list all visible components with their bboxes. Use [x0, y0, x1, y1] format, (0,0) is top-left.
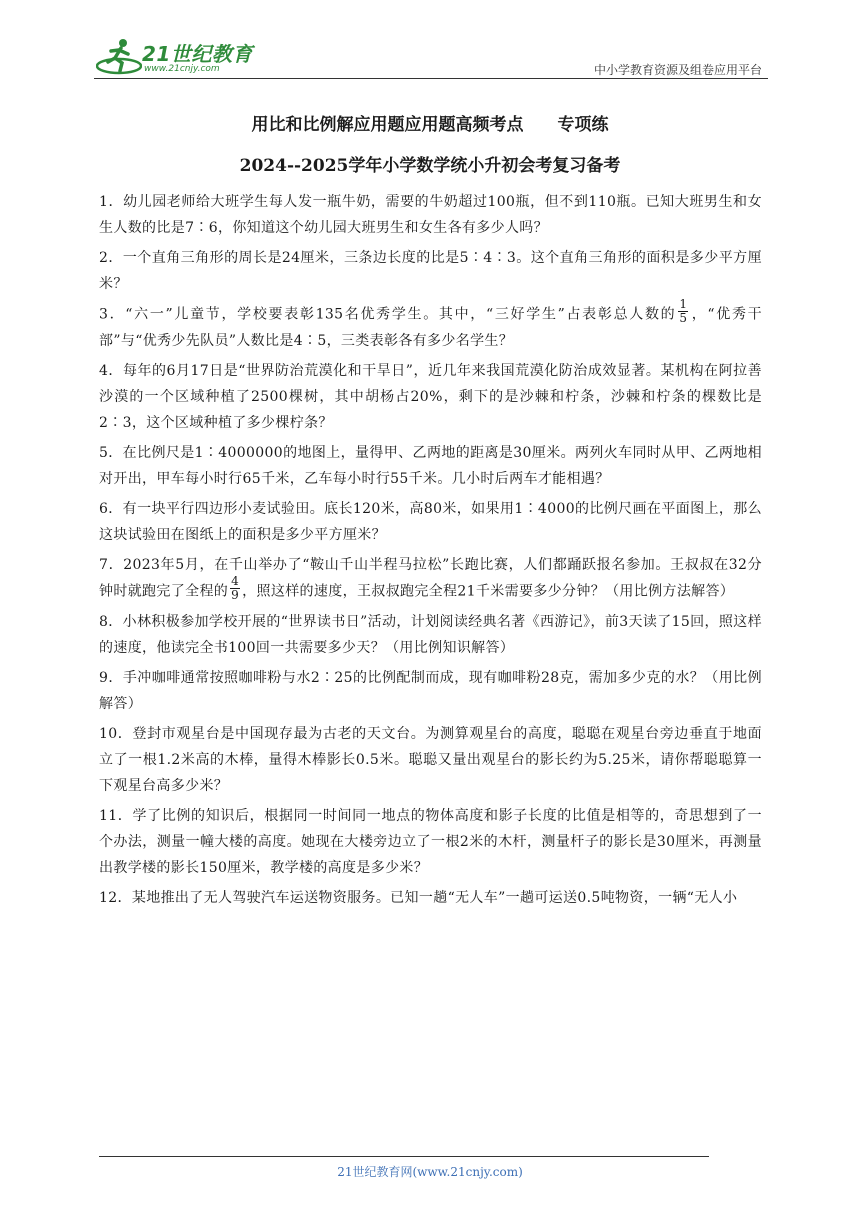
runner-logo-icon [96, 36, 142, 76]
question-5: 5．在比例尺是1∶4000000的地图上，量得甲、乙两地的距离是30厘米。两列火车同时从甲、乙两地相对开出，甲车每小时行65千米，乙车每小时行55千米。几小时后两车才能相遇？ [99, 445, 762, 487]
question-12: 12．某地推出了无人驾驶汽车运送物资服务。已知一趟“无人车”一趟可运送0.5吨物资，一辆“无人小 [99, 890, 738, 906]
page-header [92, 34, 772, 82]
question-6: 6．有一块平行四边形小麦试验田。底长120米，高80米，如果用1∶4000的比例尺画在平面图上，那么这块试验田在图纸上的面积是多少平方厘米？ [99, 501, 762, 543]
fraction-one-fifth [678, 298, 688, 325]
question-11: 11．学了比例的知识后，根据同一时间同一地点的物体高度和影子长度的比值是相等的，奇思想到了一个办法，测量一幢大楼的高度。她现在大楼旁边立了一根2米的木杆，测量杆子的影长是30厘米，再测量出教学楼的影长150厘米，教学楼的高度是多少米？ [99, 808, 762, 876]
header-divider [94, 78, 768, 79]
question-9: 9．手冲咖啡通常按照咖啡粉与水2∶25的比例配制而成，现有咖啡粉28克，需加多少克的水？（用比例解答） [99, 670, 762, 712]
logo-brand-text: 21世纪教育 [142, 42, 253, 66]
fraction-denominator: 5 [679, 311, 688, 325]
question-8: 8．小林积极参加学校开展的“世界读书日”活动，计划阅读经典名著《西游记》，前3天读了15回，照这样的速度，他读完全书100回一共需要多少天？（用比例知识解答） [99, 614, 762, 656]
question-10: 10．登封市观星台是中国现存最为古老的天文台。为测算观星台的高度，聪聪在观星台旁边垂直于地面立了一根1.2米高的木棒，量得木棒影长0.5米。聪聪又量出观星台的影长约为5.25米，请你帮聪聪算一下观星台高多少米？ [99, 726, 762, 794]
question-3 [99, 297, 762, 354]
fraction-numerator: 1 [679, 297, 688, 311]
question-3-text-b: ，“优秀干部”与“优秀少先队员”人数比是4∶5，三类表彰各有多少名学生？ [99, 306, 762, 349]
question-4: 4．每年的6月17日是“世界防治荒漠化和干旱日”，近几年来我国荒漠化防治成效显著。某机构在阿拉善沙漠的一个区域种植了2500棵树，其中胡杨占20%，剩下的是沙棘和柠条，沙棘和柠条的棵数比是2∶3，这个区域种植了多少棵柠条？ [99, 363, 762, 431]
logo [92, 34, 262, 78]
platform-name: 中小学教育资源及组卷应用平台 [593, 63, 762, 77]
question-7-text-b: ，照这样的速度，王叔叔跑完全程21千米需要多少分钟？（用比例方法解答） [242, 583, 735, 600]
fraction-numerator: 4 [231, 574, 240, 588]
question-2: 2．一个直角三角形的周长是24厘米，三条边长度的比是5∶4∶3。这个直角三角形的面积是多少平方厘米？ [99, 250, 762, 292]
footer-text: 21世纪教育网(www.21cnjy.com) [337, 1165, 523, 1179]
question-7-text-a: 7．2023年5月，在千山举办了“鞍山千山半程马拉松”长跑比赛，人们都踊跃报名参加。王叔叔在32分钟时就跑完了全程的 [99, 557, 762, 600]
question-1: 1．幼儿园老师给大班学生每人发一瓶牛奶，需要的牛奶超过100瓶，但不到110瓶。已知大班男生和女生人数的比是7∶6，你知道这个幼儿园大班男生和女生各有多少人吗？ [99, 194, 762, 236]
question-7 [99, 552, 762, 605]
question-3-text-a: 3．“六一”儿童节，学校要表彰135名优秀学生。其中，“三好学生”占表彰总人数的 [99, 306, 677, 323]
document-title: 用比和比例解应用题应用题高频考点 专项练 [251, 115, 609, 135]
fraction-denominator: 9 [231, 588, 240, 602]
question-list [99, 189, 762, 915]
footer-divider [99, 1156, 709, 1157]
fraction-four-ninths [230, 575, 240, 602]
document-subtitle: 2024--2025学年小学数学统小升初会考复习备考 [239, 156, 621, 176]
logo-url-text: www.21cnjy.com [144, 64, 220, 74]
